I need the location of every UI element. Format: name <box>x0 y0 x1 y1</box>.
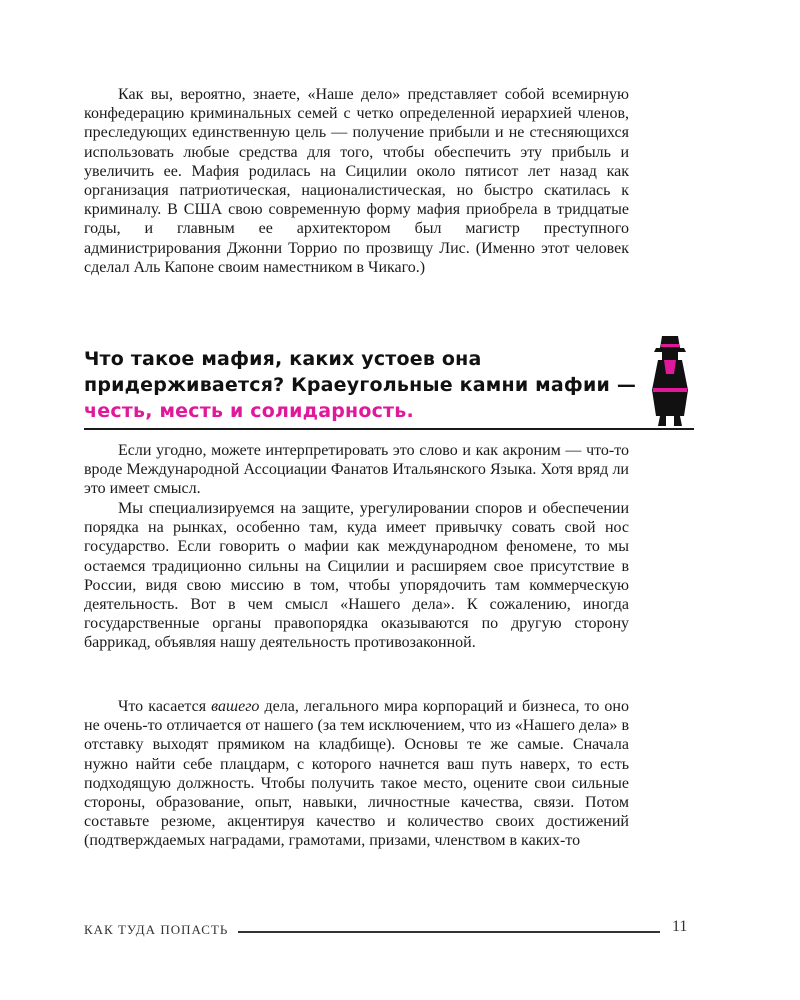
paragraph-4-rest: дела, легального мира корпораций и бизнеса, то оно не очень-то отличается от нашего (за тем исключением, что из «Нашего дела» в отставку выходят прямиком на кладбище). Основы те же самые. Сначала нужно найти себе плацдарм, с которого начнется ваш путь наверх, то есть подходящую должность. Чтобы получить такое место, оцените свои сильные стороны, образование, опыт, навыки, личностные качества, связи. Потом составьте резюме, акцентируя качество и количество своих достижений (подтверждаемых наградами, грамотами, призами, членством в каких-то <box>84 698 629 850</box>
body-paragraph-4 <box>84 697 629 851</box>
page-number: 11 <box>672 918 688 935</box>
heading-text: Что такое мафия, каких устоев она придерживается? Краеугольные камни мафии — <box>84 348 637 396</box>
heading-divider <box>84 428 694 430</box>
body-paragraph-3: Мы специализируемся на защите, урегулировании споров и обеспечении порядка на рынках, особенно там, куда имеет привычку совать свой нос государство. Если говорить о мафии как международном феномене, то мы остаемся традиционно сильны на Сицилии и расширяем свое присутствие в России, видя свою миссию в том, чтобы упорядочить там коммерческую деятельность. Вот в чем смысл «Нашего дела». К сожалению, иногда государственные органы правопорядка оказываются по другую сторону баррикад, объявляя нашу деятельность противозаконной. <box>84 500 629 652</box>
running-footer-title: КАК ТУДА ПОПАСТЬ <box>84 922 229 937</box>
body-paragraph-2: Если угодно, можете интерпретировать это слово и как акроним — что-то вроде Международной Ассоциации Фанатов Итальянского Языка. Хотя вряд ли это имеет смысл. <box>84 442 629 498</box>
heading-accent-text: честь, месть и солидарность. <box>84 400 414 422</box>
emphasized-word: вашего <box>211 698 260 715</box>
mafioso-silhouette-icon <box>640 330 700 430</box>
paragraph-4-lead: Что касается <box>118 698 212 715</box>
section-heading <box>84 346 644 424</box>
footer-rule <box>238 931 660 933</box>
body-paragraph-1: Как вы, вероятно, знаете, «Наше дело» представляет собой всемирную конфедерацию криминальных семей с четко определенной иерархией членов, преследующих единственную цель — получение прибыли и не стесняющихся использовать любые средства для того, чтобы обеспечить эту прибыль и увеличить ее. Мафия родилась на Сицилии около пятисот лет назад как организация патриотическая, националистическая, но быстро скатилась к криминалу. В США свою современную форму мафия приобрела в тридцатые годы, и главным ее архитектором был магистр преступного администрирования Джонни Торрио по прозвищу Лис. (Именно этот человек сделал Аль Капоне своим наместником в Чикаго.) <box>84 86 629 276</box>
